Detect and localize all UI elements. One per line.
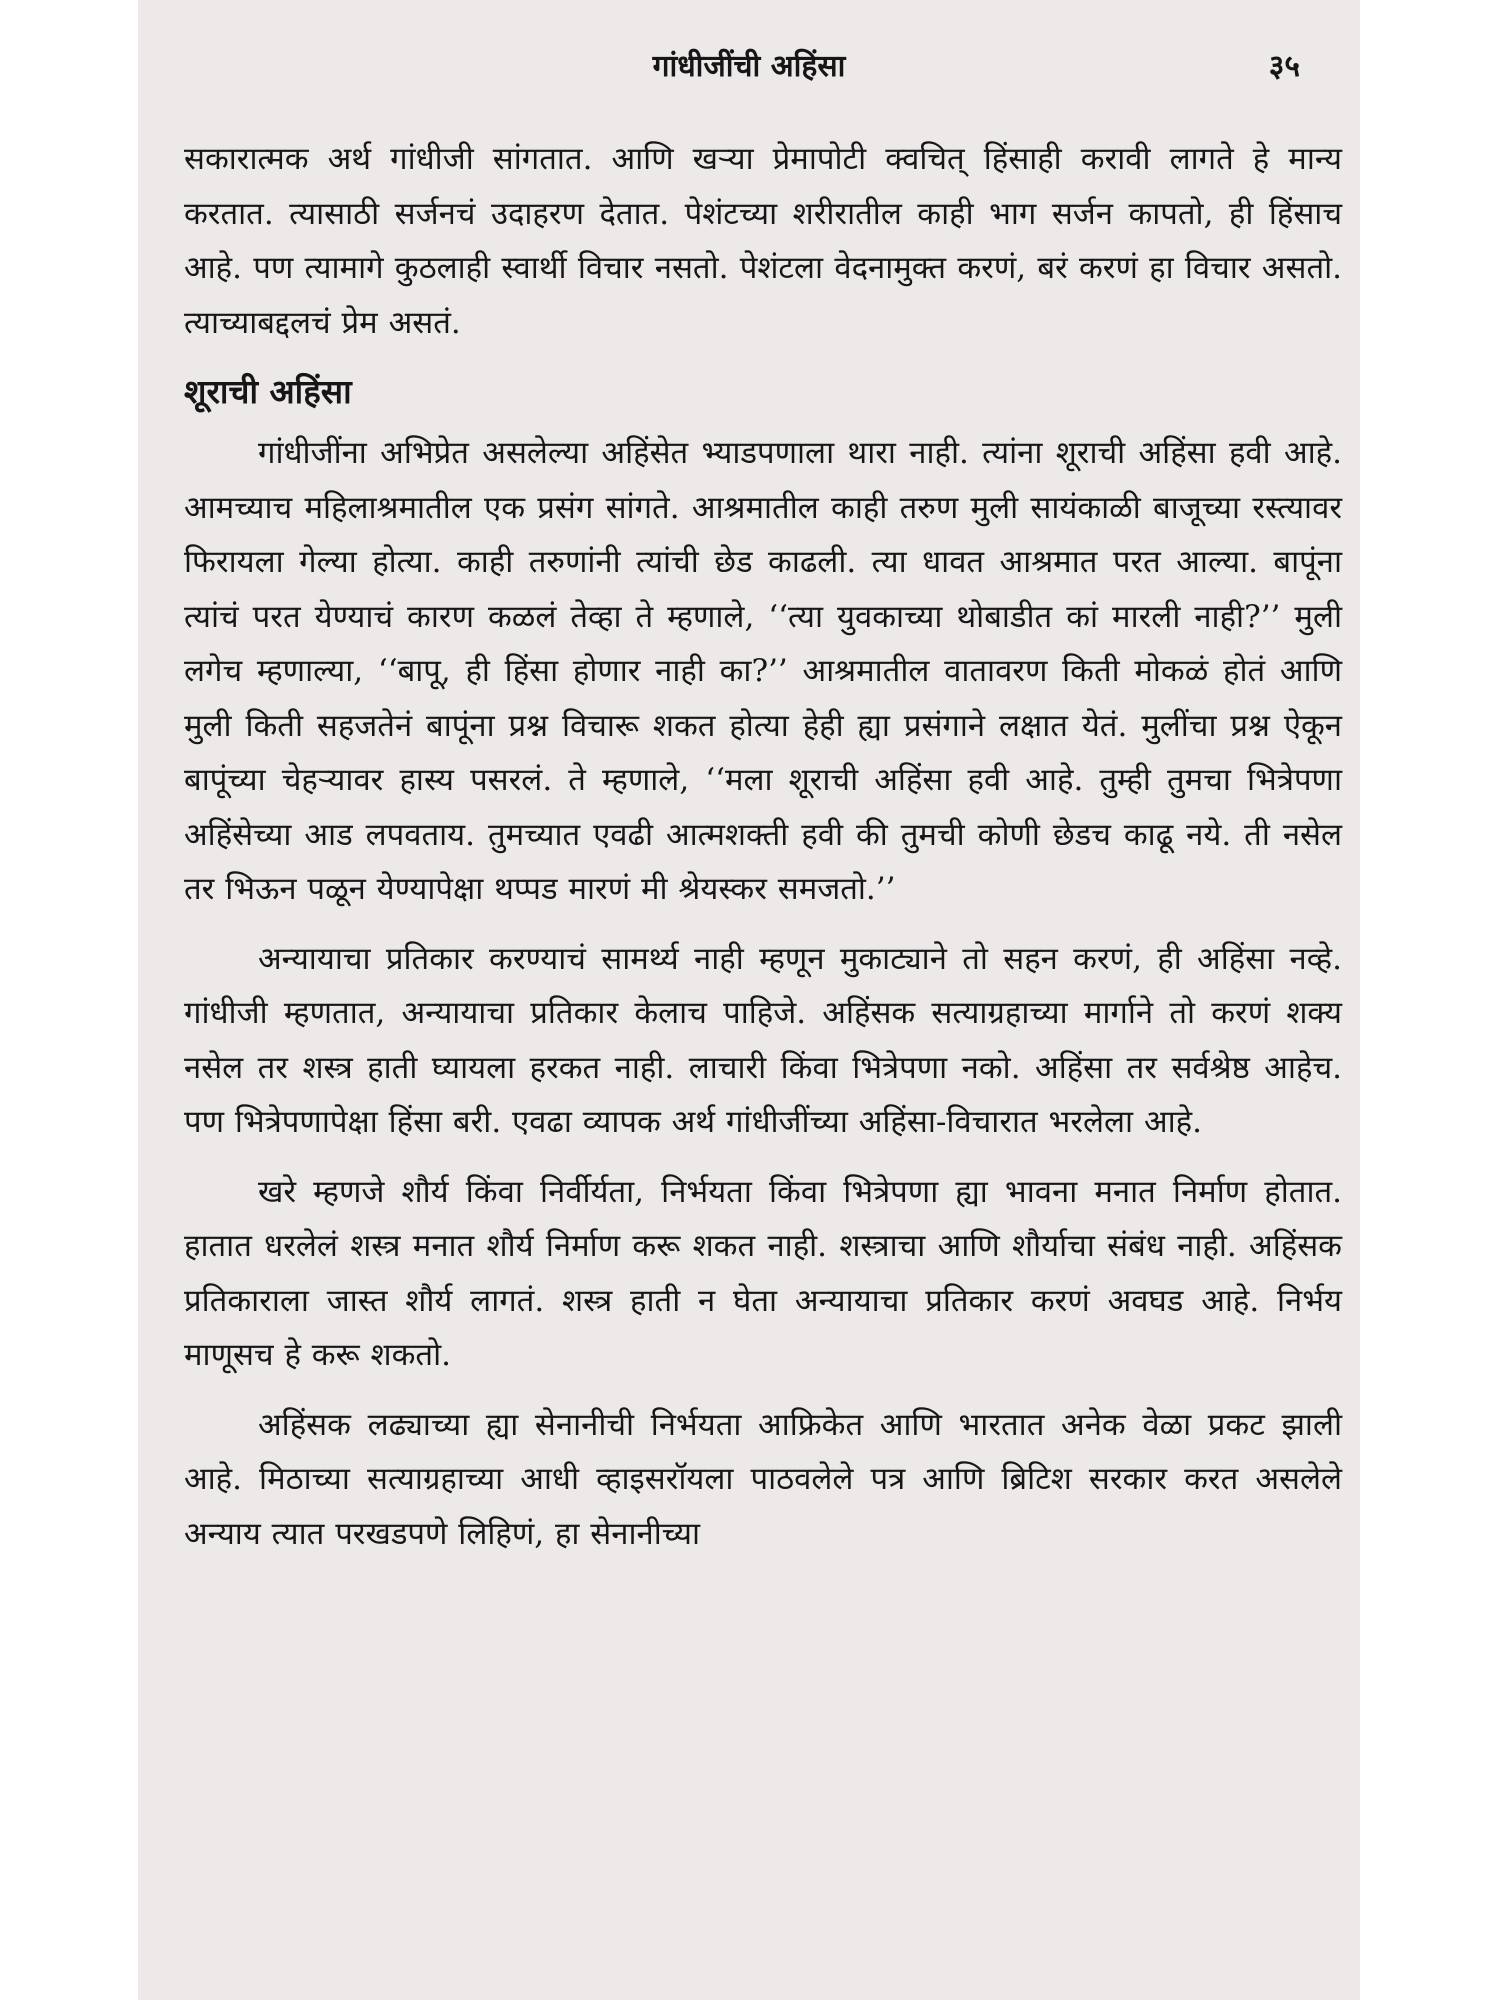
paragraph-continuation: सकारात्मक अर्थ गांधीजी सांगतात. आणि खऱ्या प्रेमापोटी क्वचित् हिंसाही करावी लागते हे मान्य करतात. त्यासाठी सर्जनचं उदाहरण देतात. पेशंटच्या शरीरातील काही भाग सर्जन कापतो, ही हिंसाच आहे. पण त्यामागे कुठलाही स्वार्थी विचार नसतो. पेशंटला वेदनामुक्त करणं, बरं करणं हा विचार असतो. त्याच्याबद्दलचं प्रेम असतं. — [184, 141, 1342, 341]
running-header — [138, 44, 1360, 84]
body-text — [184, 132, 1342, 1561]
paragraph-resisting-injustice: अन्यायाचा प्रतिकार करण्याचं सामर्थ्य नाही म्हणून मुकाट्याने तो सहन करणं, ही अहिंसा नव्हे. गांधीजी म्हणतात, अन्यायाचा प्रतिकार केलाच पाहिजे. अहिंसक सत्याग्रहाच्या मार्गाने तो करणं शक्य नसेल तर शस्त्र हाती घ्यायला हरकत नाही. लाचारी किंवा भित्रेपणा नको. अहिंसा तर सर्वश्रेष्ठ आहेच. पण भित्रेपणापेक्षा हिंसा बरी. एवढा व्यापक अर्थ गांधीजींच्या अहिंसा-विचारात भरलेला आहे. — [184, 940, 1342, 1140]
paragraph-courage: खरे म्हणजे शौर्य किंवा निर्वीर्यता, निर्भयता किंवा भित्रेपणा ह्या भावना मनात निर्माण होतात. हातात धरलेलं शस्त्र मनात शौर्य निर्माण करू शकत नाही. शस्त्राचा आणि शौर्याचा संबंध नाही. अहिंसक प्रतिकाराला जास्त शौर्य लागतं. शस्त्र हाती न घेता अन्यायाचा प्रतिकार करणं अवघड आहे. निर्भय माणूसच हे करू शकतो. — [184, 1173, 1342, 1373]
running-title: गांधीजींची अहिंसा — [652, 49, 846, 84]
paragraph-fearlessness: अहिंसक लढ्याच्या ह्या सेनानीची निर्भयता आफ्रिकेत आणि भारतात अनेक वेळा प्रकट झाली आहे. मिठाच्या सत्याग्रहाच्या आधी व्हाइसरॉयला पाठवलेले पत्र आणि ब्रिटिश सरकार करत असलेले अन्याय त्यात परखडपणे लिहिणं, हा सेनानीच्या — [184, 1406, 1342, 1552]
book-page — [138, 0, 1360, 2000]
section-heading: शूराची अहिंसा — [184, 372, 352, 411]
paragraph-brave-nonviolence: गांधीजींना अभिप्रेत असलेल्या अहिंसेत भ्याडपणाला थारा नाही. त्यांना शूराची अहिंसा हवी आहे. आमच्याच महिलाश्रमातील एक प्रसंग सांगते. आश्रमातील काही तरुण मुली सायंकाळी बाजूच्या रस्त्यावर फिरायला गेल्या होत्या. काही तरुणांनी त्यांची छेड काढली. त्या धावत आश्रमात परत आल्या. बापूंना त्यांचं परत येण्याचं कारण कळलं तेव्हा ते म्हणाले, ‘‘त्या युवकाच्या थोबाडीत कां मारली नाही?’’ मुली लगेच म्हणाल्या, ‘‘बापू, ही हिंसा होणार नाही का?’’ आश्रमातील वातावरण किती मोकळं होतं आणि मुली किती सहजतेनं बापूंना प्रश्न विचारू शकत होत्या हेही ह्या प्रसंगाने लक्षात येतं. मुलींचा प्रश्न ऐकून बापूंच्या चेहऱ्यावर हास्य पसरलं. ते म्हणाले, ‘‘मला शूराची अहिंसा हवी आहे. तुम्ही तुमचा भित्रेपणा अहिंसेच्या आड लपवताय. तुमच्यात एवढी आत्मशक्ती हवी की तुमची कोणी छेडच काढू नये. ती नसेल तर भिऊन पळून येण्यापेक्षा थप्पड मारणं मी श्रेयस्कर समजतो.’’ — [184, 435, 1342, 907]
page-number: ३५ — [1268, 49, 1300, 84]
